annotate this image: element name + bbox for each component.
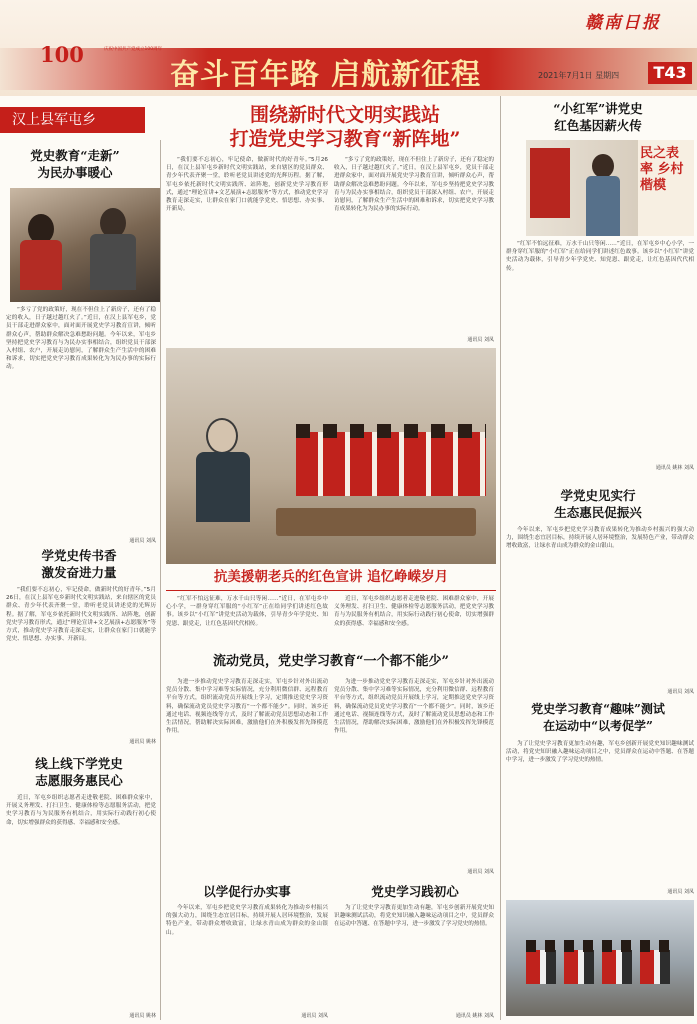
article-a2-title-2: 激发奋进力量 xyxy=(41,565,117,580)
article-a5-body: 今年以来，军屯乡把党史学习教育成果转化为推动乡村振兴的强大动力，围绕生态宜居目标，持续开展人居环境整治，发展特色产业，带动群众增收致富，让绿水青山成为群众的金山银山。 xyxy=(166,905,328,936)
article-a1-title-1: 党史教育“走新” xyxy=(30,148,120,163)
caption-body-2: 近日，军屯乡组织志愿者走进敬老院、困难群众家中，开展义务理发、打扫卫生、健康体检等志愿服务活动，把党史学习教育与为民服务有机结合，用实际行动践行初心使命，切实增强群众的获得感、幸福感和安全感。 xyxy=(334,596,494,627)
article-a7-body: “红军不怕远征难，万水千山只等闲……”近日，在军屯乡中心小学，一群身穿红军服的“小红军”正在给同学们讲述红色故事。该乡以“小红军”讲党史活动为载体，引导青少年学党史、知党恩、跟党走，让红色基因代代相传。 xyxy=(506,241,694,272)
page-number: T43 xyxy=(648,62,692,84)
lead-article-byline: 通讯员 刘凤 xyxy=(467,337,494,343)
article-a6-byline: 通讯员 姚林 刘凤 xyxy=(455,1013,494,1019)
article-a1-title-2: 为民办事暖心 xyxy=(37,165,113,180)
photo-home-visit xyxy=(10,188,160,302)
column-divider-left xyxy=(160,140,161,1020)
main-photo-caption: 抗美援朝老兵的红色宣讲 追忆峥嵘岁月 xyxy=(213,569,449,585)
photo-fun-quiz xyxy=(506,900,694,1016)
lead-article-body-1: “我们要不忘初心，牢记使命，做新时代的好青年。”5月26日，在汉上县军屯乡新时代文明实践站，来自辖区的党员群众、青少年代表齐聚一堂，聆听老党员讲述党的光辉历程。据了解，军屯乡依托新时代文明实践所、站阵地，创新党史学习教育形式，通过“理论宣讲+文艺展演+志愿服务”等方式，推动党史学习教育走深走实，让群众在家门口就能学党史、悟思想、办实事、开新局。 xyxy=(166,157,328,213)
article-a1-body: “多亏了党的政策好，现在不但住上了新房子，还有了稳定的收入，日子越过越红火了。”近日，在汉上县军屯乡，党员干部走进群众家中，面对面开展党史学习教育宣讲，倾听群众心声，帮助群众解决急难愁盼问题。今年以来，军屯乡坚持把党史学习教育与为民办实事相结合，组织党员干部深入村组、农户，开展走访慰问，了解群众生产生活中的困难和诉求，切实把党史学习教育成果转化为为民办事的实际行动。 xyxy=(6,307,156,371)
article-a4-byline: 通讯员 刘凤 xyxy=(467,869,494,875)
article-a8-byline: 通讯员 刘凤 xyxy=(667,689,694,695)
article-a2-body: “我们要不忘初心，牢记使命，做新时代的好青年。”5月26日，在汉上县军屯乡新时代文明实践站，来自辖区的党员群众、青少年代表齐聚一堂，聆听老党员讲述党的光辉历程。据了解，军屯乡依托新时代文明实践所、站阵地，创新党史学习教育形式，通过“理论宣讲+文艺展演+志愿服务”等方式，推动党史学习教育走深走实，让群众在家门口就能学党史、悟思想、办实事、开新局。 xyxy=(6,587,156,643)
article-a6-title: 党史学习践初心 xyxy=(371,884,459,899)
article-a3-byline: 通讯员 姚林 xyxy=(129,1013,156,1019)
article-a5-title: 以学促行办实事 xyxy=(203,884,291,899)
article-a9-body: 为了让党史学习教育更加生动有趣，军屯乡创新开展党史知识趣味测试活动，将党史知识融入趣味运动项目之中，党员群众在运动中答题、在答题中学习，进一步激发了学习党史的热情。 xyxy=(506,741,694,764)
article-a5-byline: 通讯员 刘凤 xyxy=(301,1013,328,1019)
photo-veteran-lecture xyxy=(166,348,496,564)
poster-slogan: 民之表率 乡村楷模 xyxy=(640,146,684,193)
article-a9-title-2: 在运动中“以考促学” xyxy=(543,719,653,733)
anniversary-emblem: 100 xyxy=(40,42,84,67)
headline-line-1: 围绕新时代文明实践站 xyxy=(249,104,440,126)
article-a7-title-1: “小红军”讲党史 xyxy=(553,101,643,116)
caption-body-1: “红军不怕远征难，万水千山只等闲……”近日，在军屯乡中心小学，一群身穿红军服的“小红军”正在给同学们讲述红色故事。该乡以“小红军”讲党史活动为载体，引导青少年学党史、知党恩、跟党走，让红色基因代代相传。 xyxy=(166,596,328,627)
headline-line-2: 打造党史学习教育“新阵地” xyxy=(229,128,461,150)
section-label: 汉上县军屯乡 xyxy=(0,107,145,133)
article-a4-body-1: 为进一步推动党史学习教育走深走实，军屯乡针对外出流动党员分散、集中学习难等实际情况，充分利用微信群、远程教育平台等方式，组织流动党员开展线上学习，定期推送党史学习资料，确保流动党员党史学习教育“一个都不能少”。同时，该乡还通过电话、视频连线等方式，及时了解流动党员思想动态和工作生活情况，帮助解决实际困难，激励他们在外积极发挥先锋模范作用。 xyxy=(166,679,328,735)
article-a7-title-2: 红色基因薪火传 xyxy=(554,118,642,133)
article-a1-byline: 通讯员 刘凤 xyxy=(129,538,156,544)
article-a3-title-2: 志愿服务惠民心 xyxy=(35,773,123,788)
article-a6-body: 为了让党史学习教育更加生动有趣，军屯乡创新开展党史知识趣味测试活动，将党史知识融入趣味运动项目之中，党员群众在运动中答题、在答题中学习，进一步激发了学习党史的热情。 xyxy=(334,905,494,928)
column-divider-right xyxy=(500,96,501,1020)
article-a8-title-2: 生态惠民促振兴 xyxy=(554,505,642,520)
article-a8-title-1: 学党史见实行 xyxy=(560,488,636,503)
lead-article-body-2: “多亏了党的政策好，现在不但住上了新房子，还有了稳定的收入，日子越过越红火了。”近日，在汉上县军屯乡，党员干部走进群众家中，面对面开展党史学习教育宣讲，倾听群众心声，帮助群众解决急难愁盼问题。今年以来，军屯乡坚持把党史学习教育与为民办实事相结合，组织党员干部深入村组、农户，开展走访慰问，了解群众生产生活中的困难和诉求，切实把党史学习教育成果转化为为民办事的实际行动。 xyxy=(334,157,494,213)
article-a3-title-1: 线上线下学党史 xyxy=(35,756,123,771)
banner-slogan: 奋斗百年路 启航新征程 xyxy=(170,57,482,91)
article-a9-title-1: 党史学习教育“趣味”测试 xyxy=(531,702,665,716)
article-a8-body: 今年以来，军屯乡把党史学习教育成果转化为推动乡村振兴的强大动力，围绕生态宜居目标，持续开展人居环境整治，发展特色产业，带动群众增收致富，让绿水青山成为群众的金山银山。 xyxy=(506,527,694,550)
article-a2-title-1: 学党史传书香 xyxy=(41,548,117,563)
article-a9-byline: 通讯员 刘凤 xyxy=(667,889,694,895)
caption-rule xyxy=(166,590,496,591)
article-a4-body-2: 为进一步推动党史学习教育走深走实，军屯乡针对外出流动党员分散、集中学习难等实际情况，充分利用微信群、远程教育平台等方式，组织流动党员开展线上学习，定期推送党史学习资料，确保流动党员党史学习教育“一个都不能少”。同时，该乡还通过电话、视频连线等方式，及时了解流动党员思想动态和工作生活情况，帮助解决实际困难，激励他们在外积极发挥先锋模范作用。 xyxy=(334,679,494,735)
newspaper-masthead: 赣南日报 xyxy=(585,13,661,33)
article-a4-title: 流动党员，党史学习教育“一个都不能少” xyxy=(213,654,449,669)
article-a3-body: 近日，军屯乡组织志愿者走进敬老院、困难群众家中，开展义务理发、打扫卫生、健康体检等志愿服务活动，把党史学习教育与为民服务有机结合，用实际行动践行初心使命，切实增强群众的获得感、幸福感和安全感。 xyxy=(6,795,156,826)
article-a7-byline: 通讯员 姚林 刘凤 xyxy=(655,465,694,471)
anniversary-subtitle: 庆祝中国共产党成立100周年 xyxy=(104,47,163,52)
issue-date: 2021年7月1日 星期四 xyxy=(538,71,620,80)
article-a2-byline: 通讯员 姚林 xyxy=(129,739,156,745)
